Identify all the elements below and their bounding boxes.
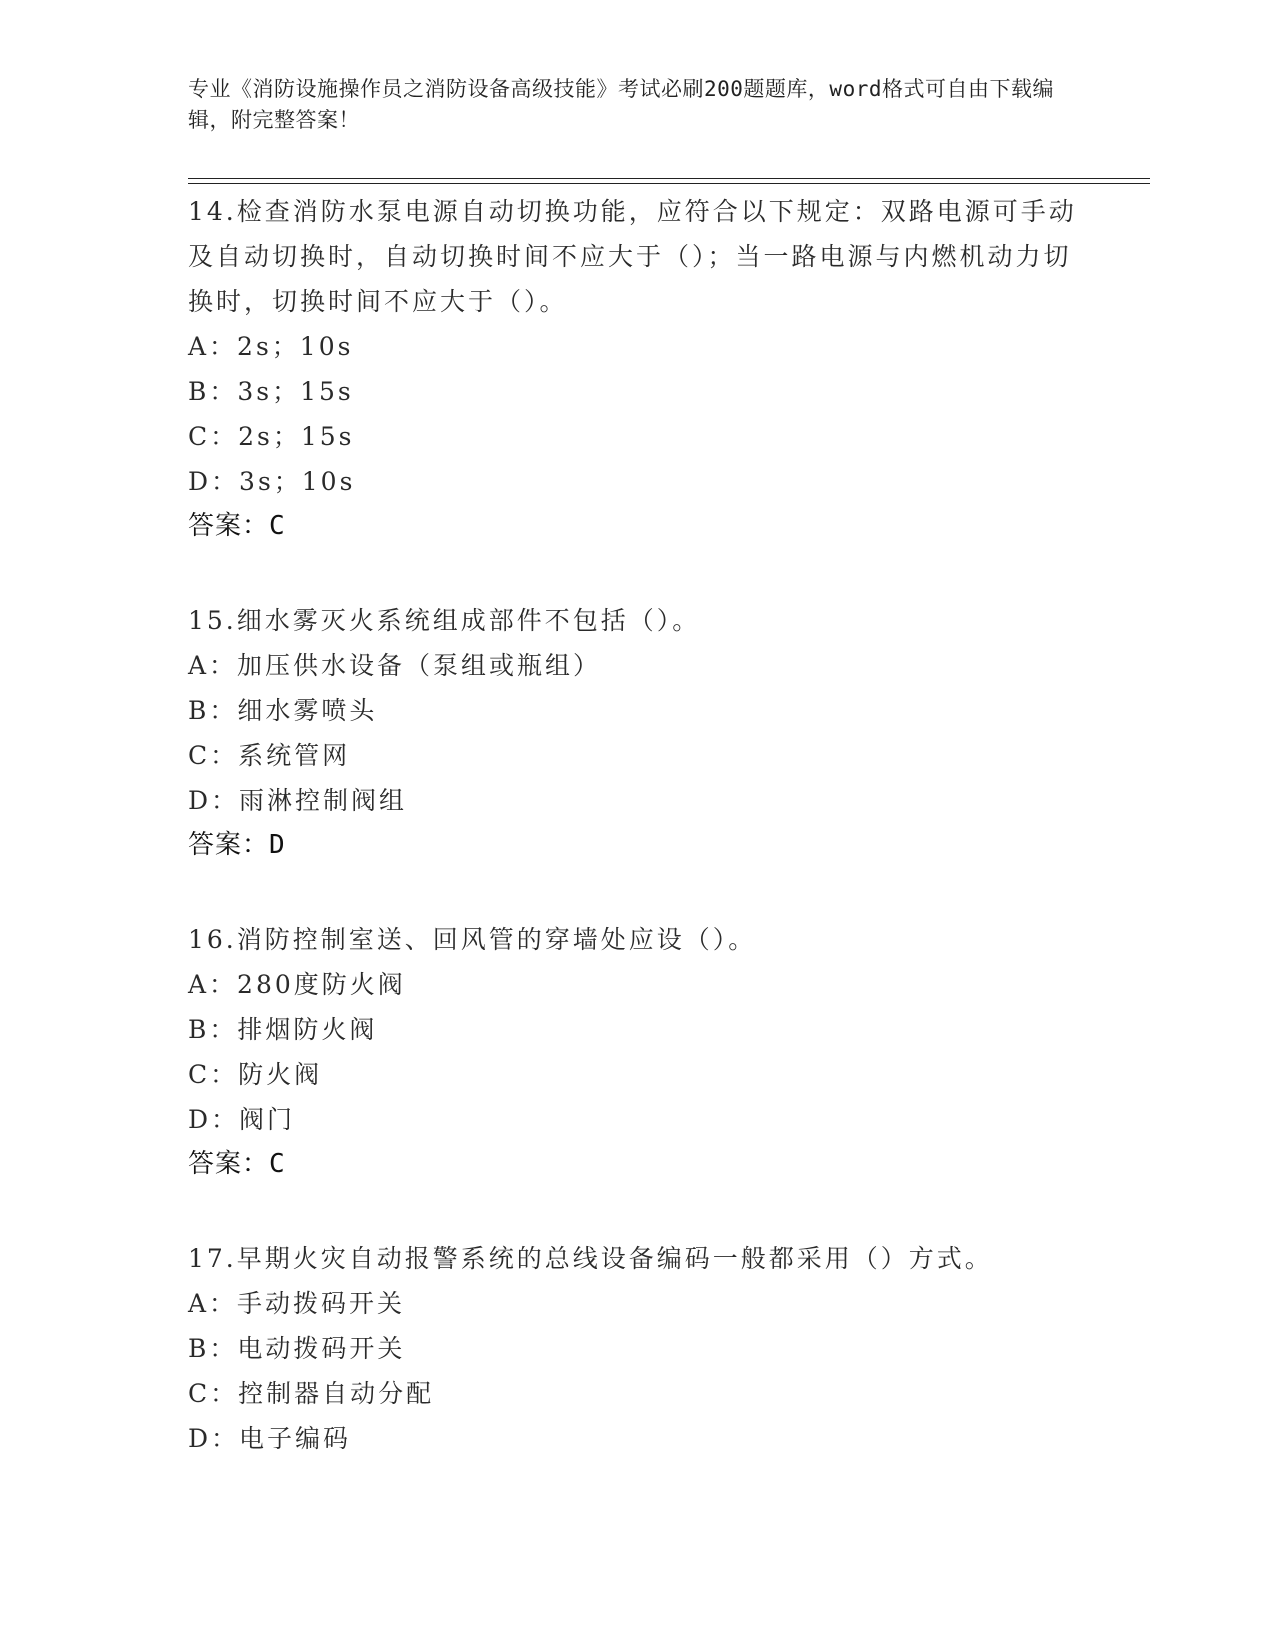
header-divider-bottom — [188, 183, 1150, 184]
option-a: A：280度防火阀 — [188, 970, 406, 999]
question-14 — [188, 189, 1088, 549]
answer-line: 答案：D — [188, 830, 286, 860]
question-text: 17.早期火灾自动报警系统的总线设备编码一般都采用（）方式。 — [188, 1244, 993, 1273]
option-c: C：防火阀 — [188, 1060, 323, 1089]
question-text: 16.消防控制室送、回风管的穿墙处应设（）。 — [188, 925, 757, 954]
question-16 — [188, 917, 1088, 1187]
answer-line: 答案：C — [188, 1149, 286, 1179]
question-text: 15.细水雾灭火系统组成部件不包括（）。 — [188, 606, 701, 635]
option-d: D：雨淋控制阀组 — [188, 786, 408, 815]
document-header: 专业《消防设施操作员之消防设备高级技能》考试必刷200题题库，word格式可自由下载编辑，附完整答案！ — [188, 77, 1054, 132]
question-17 — [188, 1236, 1088, 1461]
question-15 — [188, 598, 1088, 868]
option-d: D：电子编码 — [188, 1424, 352, 1453]
question-text: 14.检查消防水泵电源自动切换功能，应符合以下规定：双路电源可手动及自动切换时，自动切换时间不应大于（）；当一路电源与内燃机动力切换时，切换时间不应大于（）。 — [188, 197, 1077, 316]
option-c: C：系统管网 — [188, 741, 351, 770]
answer-line: 答案：C — [188, 511, 286, 541]
header-divider-top — [188, 178, 1150, 179]
option-b: B：排烟防火阀 — [188, 1015, 378, 1044]
option-c: C：2s；15s — [188, 422, 355, 451]
option-d: D：阀门 — [188, 1105, 296, 1134]
option-d: D：3s；10s — [188, 467, 356, 496]
option-a: A：2s；10s — [188, 332, 354, 361]
option-a: A：加压供水设备（泵组或瓶组） — [188, 651, 602, 680]
option-a: A：手动拨码开关 — [188, 1289, 406, 1318]
option-c: C：控制器自动分配 — [188, 1379, 435, 1408]
option-b: B：细水雾喷头 — [188, 696, 378, 725]
option-b: B：电动拨码开关 — [188, 1334, 406, 1363]
option-b: B：3s；15s — [188, 377, 354, 406]
